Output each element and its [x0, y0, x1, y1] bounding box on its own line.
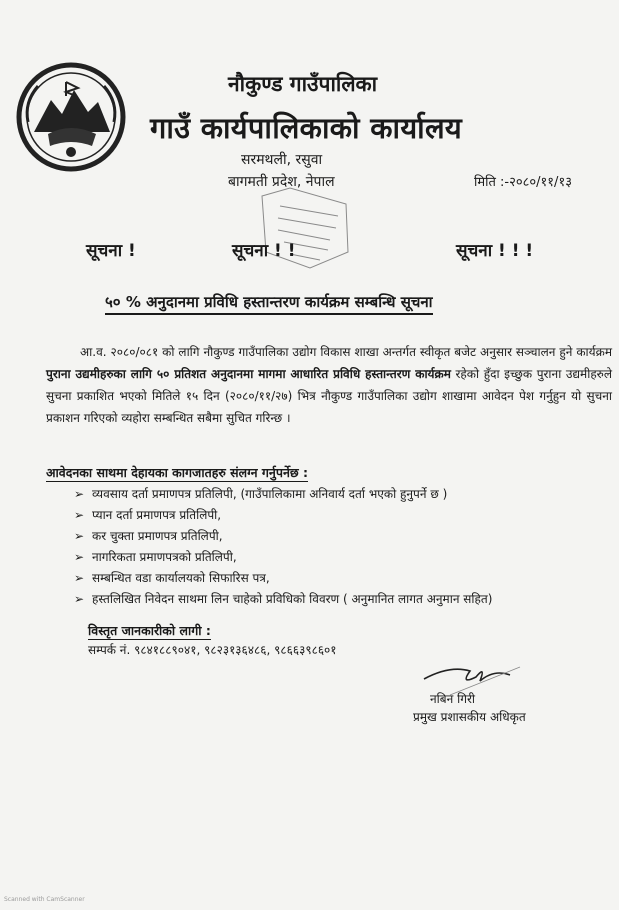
- contact-title: विस्तृत जानकारीको लागी :: [88, 623, 211, 638]
- notice-label-3: सूचना ! ! !: [456, 241, 534, 261]
- notice-label-2: सूचना ! !: [232, 241, 296, 261]
- arrow-bullet-icon: ➢: [74, 592, 85, 606]
- signatory-name: नबिन गिरी: [430, 692, 475, 706]
- scanner-watermark: Scanned with CamScanner: [4, 896, 85, 903]
- list-item: ➢ व्यवसाय दर्ता प्रमाणपत्र प्रतिलिपी, (गाउँपालिकामा अनिवार्य दर्ता भएको हुनुपर्ने छ ): [74, 484, 492, 505]
- address-line-1: सरमथली, रसुवा: [241, 152, 323, 168]
- notice-subject: ५० % अनुदानमा प्रविधि हस्तान्तरण कार्यक्रम सम्बन्धि सूचना: [105, 292, 433, 315]
- list-item: ➢ प्यान दर्ता प्रमाणपत्र प्रतिलिपी,: [74, 505, 492, 526]
- arrow-bullet-icon: ➢: [74, 550, 85, 564]
- list-item: ➢ कर चुक्ता प्रमाणपत्र प्रतिलिपी,: [74, 526, 492, 547]
- signatory-designation: प्रमुख प्रशासकीय अधिकृत: [413, 710, 526, 724]
- arrow-bullet-icon: ➢: [74, 529, 85, 543]
- office-name: गाउँ कार्यपालिकाको कार्यालय: [150, 111, 463, 145]
- list-item: ➢ हस्तलिखित निवेदन साथमा लिन चाहेको प्रविधिको विवरण ( अनुमानित लागत अनुमान सहित): [74, 589, 492, 610]
- body-part-2: रहेको हुँदा इच्छुक पुराना उद्यमीहरुले सुचना प्रकाशित भएको मितिले १५ दिन (२०८०/११/२७) भित्र नौकुण्ड गाउँपालिका उद्योग शाखामा आवेदन पेश गर्नुहुन यो सुचना प्रकाशन गरिएको व्यहोरा सम्बन्धित सबैमा सुचित गरिन्छ ।: [46, 367, 612, 425]
- notice-body: [46, 341, 612, 429]
- list-item: ➢ सम्बन्धित वडा कार्यालयको सिफारिस पत्र,: [74, 568, 492, 589]
- list-item: ➢ नागरिकता प्रमाणपत्रको प्रतिलिपी,: [74, 547, 492, 568]
- notice-date: मिति :-२०८०/११/१३: [474, 175, 572, 190]
- documents-title: आवेदनका साथमा देहायका कागजातहरु संलग्न गर्नुपर्नेछ :: [46, 465, 309, 480]
- nepal-emblem-icon: [16, 62, 126, 172]
- arrow-bullet-icon: ➢: [74, 571, 85, 585]
- arrow-bullet-icon: ➢: [74, 487, 85, 501]
- notice-label-1: सूचना !: [86, 241, 136, 261]
- address-line-2: बागमती प्रदेश, नेपाल: [228, 174, 335, 190]
- body-part-1: आ.व. २०८०/०८१ को लागि नौकुण्ड गाउँपालिका उद्योग विकास शाखा अन्तर्गत स्वीकृत बजेट अनुसार सञ्चालन हुने कार्यक्रम: [80, 345, 612, 359]
- municipality-name: नौकुण्ड गाउँपालिका: [228, 72, 378, 96]
- contact-numbers: सम्पर्क नं. ९८४१८८९०४१, ९८२३१३६४८६, ९८६६३९८६०१: [88, 643, 337, 657]
- documents-list: [74, 484, 492, 610]
- body-program-name: पुराना उद्यमीहरुका लागि ५० प्रतिशत अनुदानमा मागमा आधारित प्रविधि हस्तान्तरण कार्यक्रम: [46, 367, 451, 381]
- arrow-bullet-icon: ➢: [74, 508, 85, 522]
